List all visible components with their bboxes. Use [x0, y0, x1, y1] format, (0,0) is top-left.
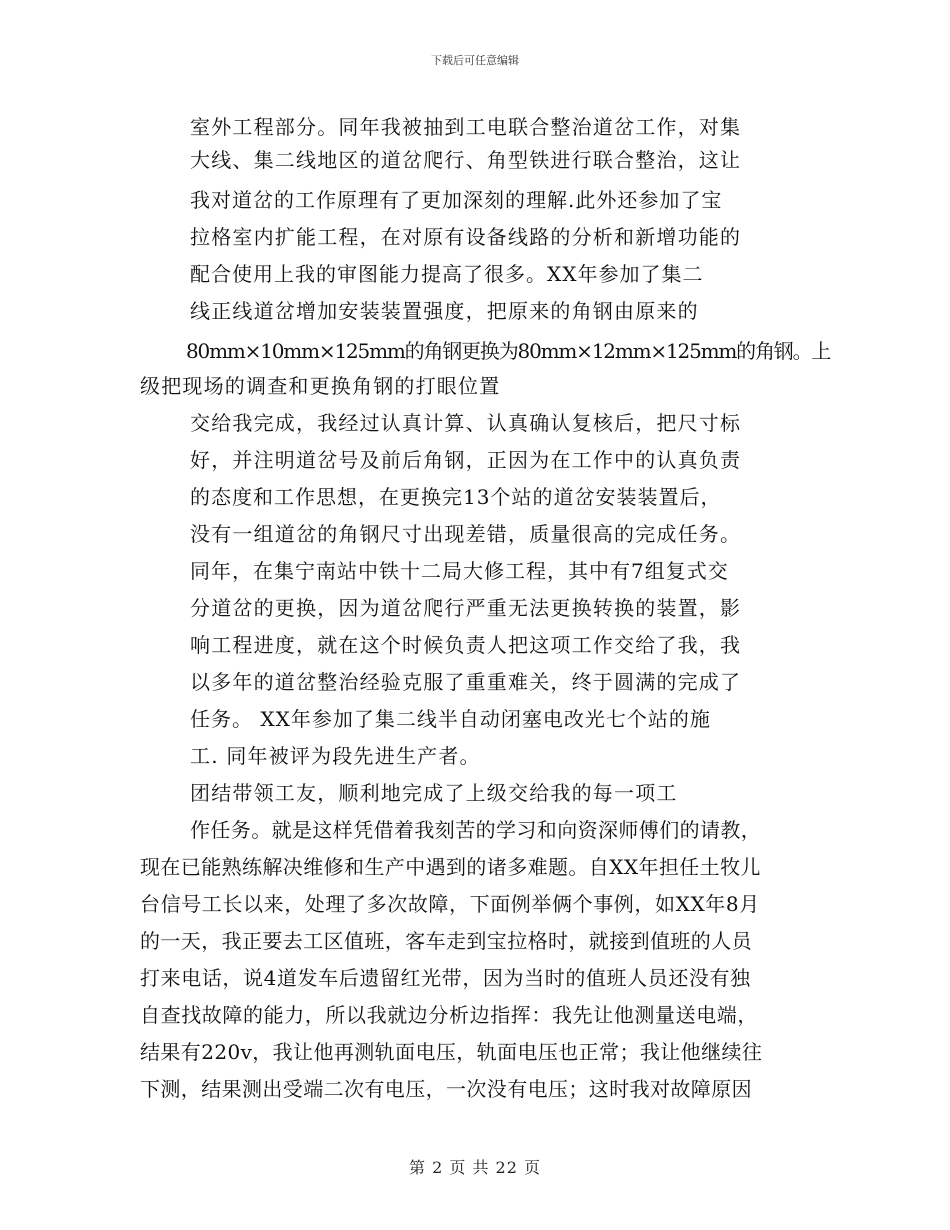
text-line: 现在已能熟练解决维修和生产中遇到的诸多难题。自XX年担任土牧儿	[140, 855, 761, 879]
page-number-footer: 第 2 页 共 22 页	[409, 1158, 541, 1177]
text-line: 响工程进度，就在这个时候负责人把这项工作交给了我，我	[190, 633, 742, 657]
text-line: 级把现场的调查和更换角钢的打眼位置	[140, 374, 501, 398]
text-line: 分道岔的更换，因为道岔爬行严重无法更换转换的装置，影	[190, 596, 742, 620]
text-line: 室外工程部分。同年我被抽到工电联合整治道岔工作，对集	[190, 115, 742, 139]
text-line: 配合使用上我的审图能力提高了很多。XX年参加了集二	[190, 262, 704, 286]
text-line: 没有一组道岔的角钢尺寸出现差错，质量很高的完成任务。	[190, 522, 742, 546]
text-line: 同年，在集宁南站中铁十二局大修工程，其中有7组复式交	[190, 559, 729, 583]
text-line: 线正线道岔增加安装装置强度，把原来的角钢由原来的	[190, 299, 699, 323]
text-line: 80mm×10mm×125mm的角钢更换为80mm×12mm×125mm的角钢。上	[186, 339, 831, 363]
text-line: 以多年的道岔整治经验克服了重重难关，终于圆满的完成了	[190, 670, 742, 694]
text-line: 交给我完成，我经过认真计算、认真确认复核后，把尺寸标	[190, 411, 742, 435]
page-header: 下载后可任意编辑	[431, 54, 519, 67]
text-line: 打来电话，说4道发车后遗留红光带，因为当时的值班人员还没有独	[140, 966, 751, 990]
text-line: 结果有220v，我让他再测轨面电压，轨面电压也正常；我让他继续往	[140, 1040, 763, 1064]
text-line: 团结带领工友，顺利地完成了上级交给我的每一项工	[190, 781, 678, 805]
text-line: 拉格室内扩能工程，在对原有设备线路的分析和新增功能的	[190, 225, 742, 249]
text-line: 工. 同年被评为段先进生产者。	[190, 744, 481, 768]
text-line: 下测，结果测出受端二次有电压，一次没有电压；这时我对故障原因	[140, 1077, 752, 1101]
text-line: 的态度和工作思想，在更换完13个站的道岔安装装置后，	[190, 485, 722, 509]
text-line: 自查找故障的能力，所以我就边分析边指挥：我先让他测量送电端，	[140, 1003, 758, 1027]
text-line: 的一天，我正要去工区值班，客车走到宝拉格时，就接到值班的人员	[140, 929, 752, 953]
text-line: 大线、集二线地区的道岔爬行、角型铁进行联合整治，这让	[190, 148, 742, 172]
text-line: 任务。 XX年参加了集二线半自动闭塞电改光七个站的施	[190, 707, 711, 731]
text-line: 台信号工长以来，处理了多次故障，下面例举俩个事例，如XX年8月	[140, 892, 760, 916]
text-line: 好，并注明道岔号及前后角钢，正因为在工作中的认真负责	[190, 448, 742, 472]
text-line: 我对道岔的工作原理有了更加深刻的理解.此外还参加了宝	[190, 188, 723, 212]
text-line: 作任务。就是这样凭借着我刻苦的学习和向资深师傅们的请教，	[190, 818, 762, 842]
